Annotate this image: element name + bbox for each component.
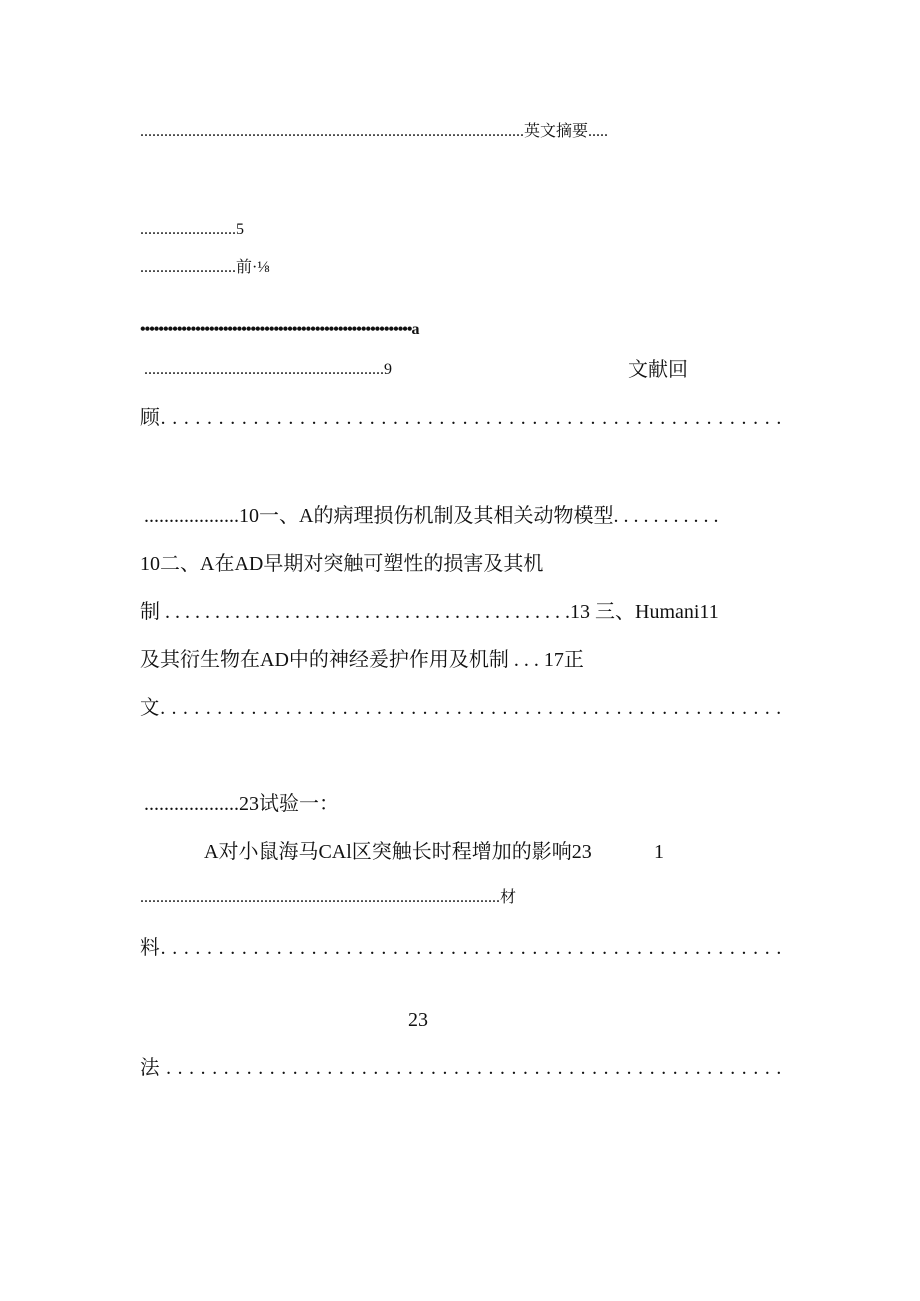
toc-line-english-abstract: ................................................................................................英文摘要.....: [140, 123, 609, 140]
toc-line-section-1: ...................10一、A的病理损伤机制及其相关动物模型. . . . . . . . . . .: [144, 505, 719, 527]
toc-line-section-2: 10二、A在AD早期对突触可塑性的损害及其机: [140, 553, 544, 575]
toc-line-section-2-end: 制 . . . . . . . . . . . . . . . . . . . . . . . . . . . . . . . . . . . . . . . . .13 三、Humani11: [140, 601, 719, 623]
toc-line-literature-review-end: 顾. . . . . . . . . . . . . . . . . . . . . . . . . . . . . . . . . . . . . . . . . . . . . . . . . . . . . .: [140, 407, 783, 429]
toc-line-materials-start: ..........................................................................................材: [140, 889, 517, 906]
toc-line-page-9: ............................................................9: [144, 361, 392, 378]
toc-line-materials-end: 料. . . . . . . . . . . . . . . . . . . . . . . . . . . . . . . . . . . . . . . . . . . . . . . . . . . . . .: [140, 937, 783, 959]
toc-line-experiment-1: ...................23试验一：: [144, 793, 339, 815]
toc-line-bold-dots: •••••••••••••••••••••••••••••••••••••••••••••••••••••••••••a: [140, 321, 419, 338]
toc-line-preface: ........................前·⅛: [140, 259, 270, 276]
toc-line-section-3: 及其衍生物在AD中的神经爰护作用及机制 . . . 17正: [140, 649, 584, 671]
toc-line-experiment-1-title: A对小鼠海马CAl区突触长时程增加的影响23: [204, 841, 592, 863]
toc-line-page-5: ........................5: [140, 221, 244, 238]
toc-line-main-text: 文. . . . . . . . . . . . . . . . . . . . . . . . . . . . . . . . . . . . . . . . . . . . . . . . . . . . . . .: [140, 697, 782, 719]
toc-line-item-number: 1: [654, 841, 664, 863]
toc-line-literature-review-start: 文献回: [628, 359, 688, 381]
toc-line-page-23: 23: [408, 1009, 428, 1031]
toc-line-methods: 法 . . . . . . . . . . . . . . . . . . . . . . . . . . . . . . . . . . . . . . . . . . . . . . . . . . . . . .: [140, 1057, 783, 1079]
